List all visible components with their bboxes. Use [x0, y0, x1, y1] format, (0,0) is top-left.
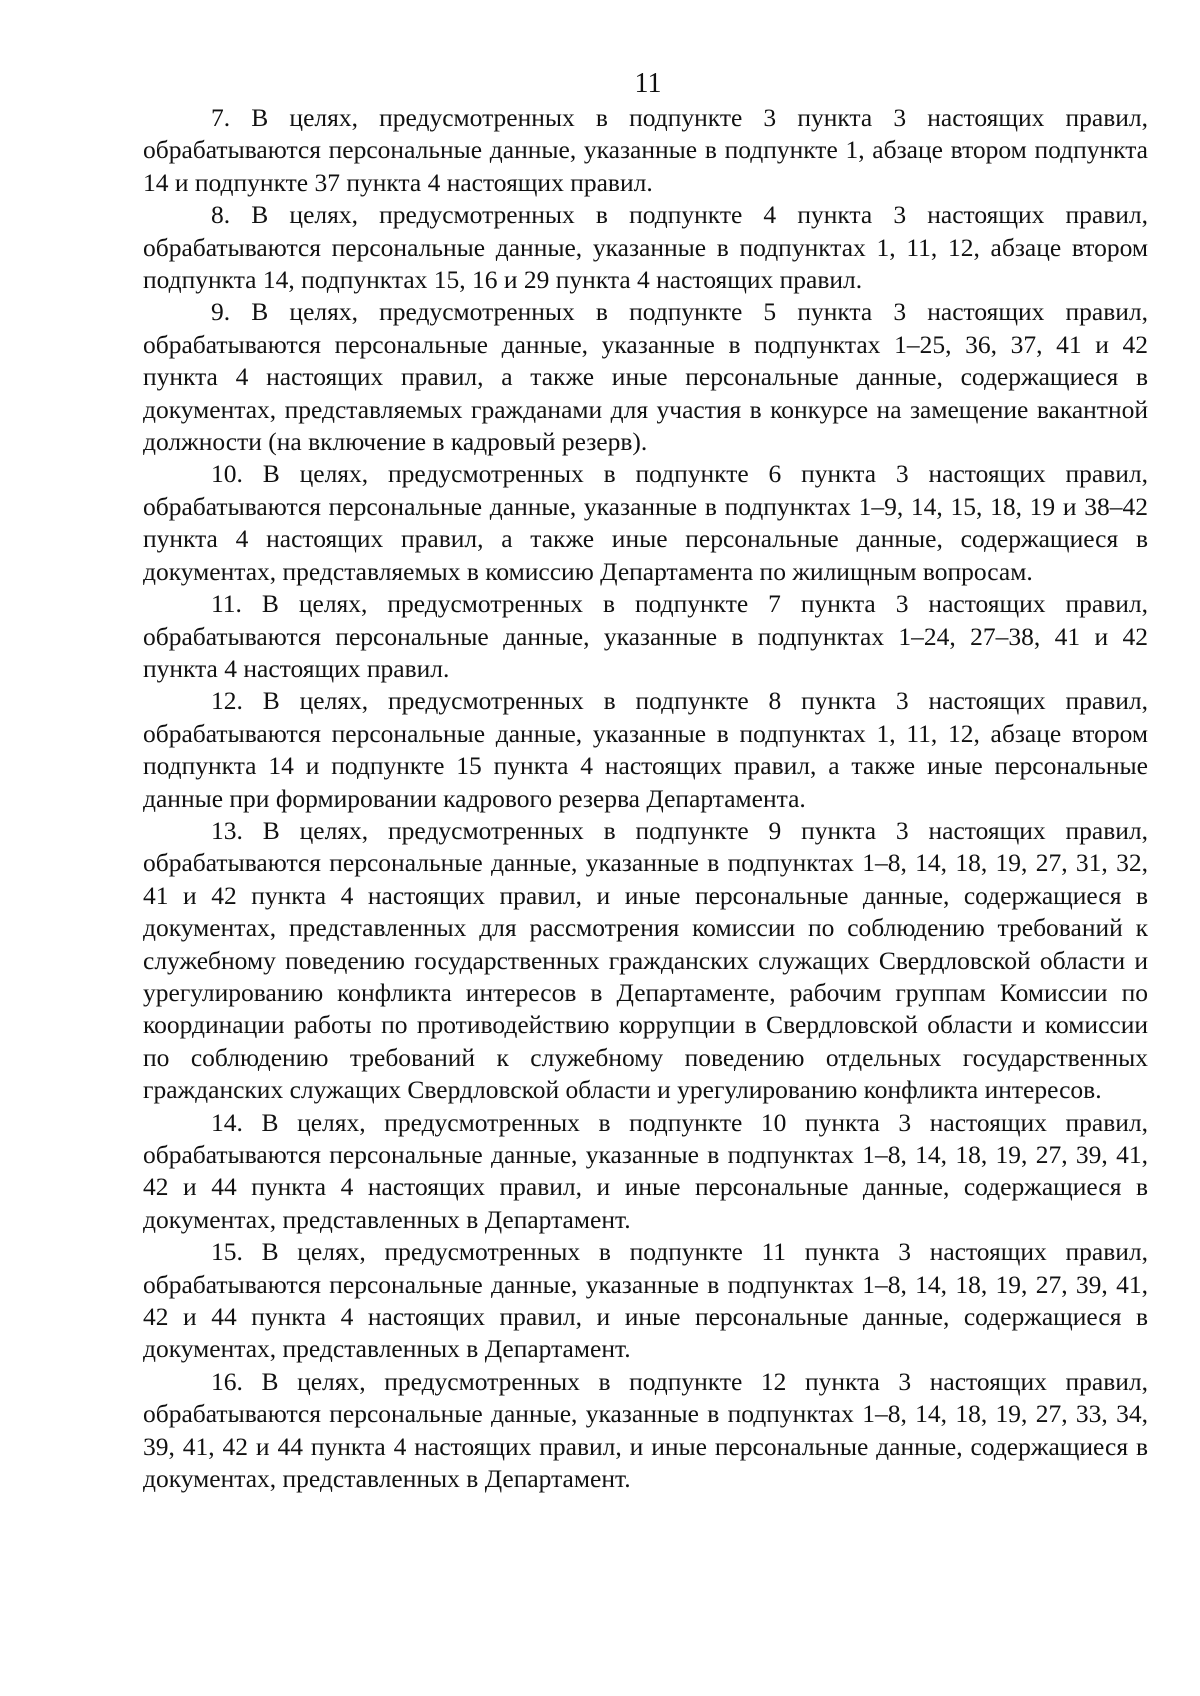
paragraph-11: 11. В целях, предусмотренных в подпункте 7 пункта 3 настоящих правил, обрабатываются персональные данные, указанные в подпунктах 1–24, 27–38, 41 и 42 пункта 4 настоящих правил.: [143, 589, 1148, 683]
paragraph-8: 8. В целях, предусмотренных в подпункте 4 пункта 3 настоящих правил, обрабатываются персональные данные, указанные в подпунктах 1, 11, 12, абзаце втором подпункта 14, подпунктах 15, 16 и 29 пункта 4 настоящих правил.: [143, 200, 1148, 295]
document-body: [143, 102, 1148, 1495]
paragraph-7: 7. В целях, предусмотренных в подпункте 3 пункта 3 настоящих правил, обрабатываются персональные данные, указанные в подпункте 1, абзаце втором подпункта 14 и подпункте 37 пункта 4 настоящих правил.: [143, 103, 1148, 197]
paragraph-12: 12. В целях, предусмотренных в подпункте 8 пункта 3 настоящих правил, обрабатываются персональные данные, указанные в подпунктах 1, 11, 12, абзаце втором подпункта 14 и подпункте 15 пункта 4 настоящих правил, а также иные персональные данные при формировании кадрового резерва Департамента.: [143, 686, 1148, 813]
paragraph-10: 10. В целях, предусмотренных в подпункте 6 пункта 3 настоящих правил, обрабатываются персональные данные, указанные в подпунктах 1–9, 14, 15, 18, 19 и 38–42 пункта 4 настоящих правил, а также иные персональные данные, содержащиеся в документах, представляемых в комиссию Департамента по жилищным вопросам.: [143, 459, 1148, 586]
paragraph-9: 9. В целях, предусмотренных в подпункте 5 пункта 3 настоящих правил, обрабатываются персональные данные, указанные в подпунктах 1–25, 36, 37, 41 и 42 пункта 4 настоящих правил, а также иные персональные данные, содержащиеся в документах, представляемых гражданами для участия в конкурсе на замещение вакантной должности (на включение в кадровый резерв).: [143, 297, 1148, 457]
paragraph-15: 15. В целях, предусмотренных в подпункте 11 пункта 3 настоящих правил, обрабатываются персональные данные, указанные в подпунктах 1–8, 14, 18, 19, 27, 39, 41, 42 и 44 пункта 4 настоящих правил, и иные персональные данные, содержащиеся в документах, представленных в Департамент.: [143, 1237, 1148, 1364]
page-number: 11: [634, 68, 662, 99]
paragraph-16: 16. В целях, предусмотренных в подпункте 12 пункта 3 настоящих правил, обрабатываются персональные данные, указанные в подпунктах 1–8, 14, 18, 19, 27, 33, 34, 39, 41, 42 и 44 пункта 4 настоящих правил, и иные персональные данные, содержащиеся в документах, представленных в Департамент.: [143, 1366, 1148, 1494]
paragraph-14: 14. В целях, предусмотренных в подпункте 10 пункта 3 настоящих правил, обрабатываются персональные данные, указанные в подпунктах 1–8, 14, 18, 19, 27, 39, 41, 42 и 44 пункта 4 настоящих правил, и иные персональные данные, содержащиеся в документах, представленных в Департамент.: [143, 1107, 1148, 1234]
paragraph-13: 13. В целях, предусмотренных в подпункте 9 пункта 3 настоящих правил, обрабатываются персональные данные, указанные в подпунктах 1–8, 14, 18, 19, 27, 31, 32, 41 и 42 пункта 4 настоящих правил, и иные персональные данные, содержащиеся в документах, представленных для рассмотрения комиссии по соблюдению требований к служебному поведению государственных гражданских служащих Свердловской области и урегулированию конфликта интересов в Департаменте, рабочим группам Комиссии по координации работы по противодействию коррупции в Свердловской области и комиссии по соблюдению требований к служебному поведению отдельных государственных гражданских служащих Свердловской области и урегулированию конфликта интересов.: [143, 815, 1148, 1105]
